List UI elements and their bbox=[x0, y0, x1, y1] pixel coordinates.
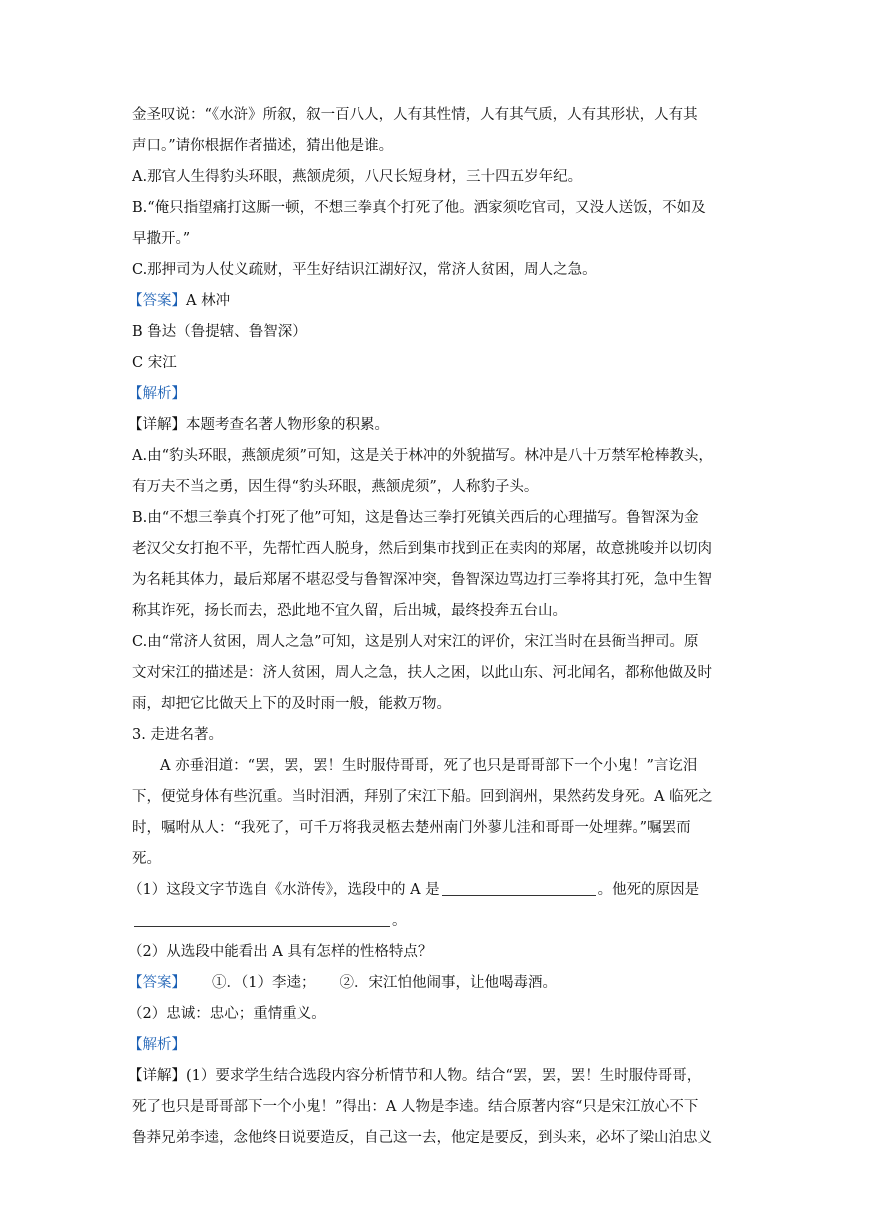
q2-answer-a-line bbox=[128, 291, 230, 311]
explain-b-line2: 老汉父女打抱不平，先帮忙西人脱身，然后到集市找到正在卖肉的郑屠，故意挑唆并以切肉 bbox=[132, 541, 712, 557]
explain-c-line3: 雨，却把它比做天上下的及时雨一般，能救万物。 bbox=[132, 696, 451, 712]
explain-b-line1: B.由“不想三拳真个打死了他”可知，这是鲁达三拳打死镇关西后的心理描写。鲁智深为金 bbox=[132, 510, 699, 526]
q3-answer-3: （2）忠诚：忠心；重情重义。 bbox=[128, 1006, 326, 1022]
answer-c: C 宋江 bbox=[132, 355, 177, 371]
explain-c-line1: C.由“常济人贫困，周人之急”可知，这是别人对宋江的评价，宋江当时在县衙当押司。原 bbox=[132, 634, 699, 650]
q2-detail-intro bbox=[128, 415, 389, 435]
q3-detail-line1 bbox=[128, 1066, 701, 1086]
detail-intro-text: 本题考查名著人物形象的积累。 bbox=[186, 417, 389, 433]
answer-tag: 【答案】 bbox=[128, 293, 186, 309]
analysis-tag: 【解析】 bbox=[128, 386, 186, 402]
q3-answer-tag: 【答案】 bbox=[128, 975, 186, 991]
sub1-prefix: （1）这段文字节选自《水浒传》，选段中的 A 是 bbox=[128, 882, 440, 898]
answer-b: B 鲁达（鲁提辖、鲁智深） bbox=[132, 324, 307, 340]
explain-c-line2: 文对宋江的描述是：济人贫困，周人之急，扶人之困，以此山东、河北闻名，都称他做及时 bbox=[132, 665, 712, 681]
explain-b-line4: 称其诈死，扬长而去，恐此地不宜久留，后出城，最终投奔五台山。 bbox=[132, 603, 567, 619]
answer-blank-a[interactable] bbox=[442, 881, 596, 896]
answer-blank-reason[interactable] bbox=[134, 912, 390, 927]
q3-sub2: （2）从选段中能看出 A 具有怎样的性格特点？ bbox=[128, 944, 433, 960]
q3-answer-2: ②．宋江怕他闹事，让他喝毒酒。 bbox=[339, 975, 557, 991]
q3-title: 3. 走进名著。 bbox=[132, 727, 223, 743]
q2-option-b-line2: 早撒开。” bbox=[132, 231, 191, 247]
q3-sub1-line2 bbox=[132, 911, 407, 931]
q2-option-b-line1: B.“俺只指望痛打这厮一顿，不想三拳真个打死了他。洒家须吃官司，又没人送饭，不如及 bbox=[132, 200, 706, 216]
explain-a-line1: A.由“豹头环眼，燕颔虎须”可知，这是关于林冲的外貌描写。林冲是八十万禁军枪棒教头， bbox=[132, 448, 713, 464]
q2-option-c: C.那押司为人仗义疏财，平生好结识江湖好汉，常济人贫困，周人之急。 bbox=[132, 262, 597, 278]
q3-passage-line3: 时，嘱咐从人：“我死了，可千万将我灵柩去楚州南门外蓼儿洼和哥哥一处埋葬。”嘱罢而 bbox=[132, 820, 691, 836]
q3-passage-line1: A 亦垂泪道：“罢，罢，罢！生时服侍哥哥，死了也只是哥哥部下一个小鬼！”言讫泪 bbox=[160, 758, 698, 774]
answer-a: A 林冲 bbox=[186, 293, 231, 309]
explain-a-line2: 有万夫不当之勇，因生得“豹头环眼，燕颔虎须”，人称豹子头。 bbox=[132, 479, 539, 495]
q2-option-a: A.那官人生得豹头环眼，燕颔虎须，八尺长短身材，三十四五岁年纪。 bbox=[132, 169, 583, 185]
q2-stem-line2: 声口。”请你根据作者描述，猜出他是谁。 bbox=[132, 138, 394, 154]
q3-detail-line3: 鲁莽兄弟李逵，念他终日说要造反，自己这一去，他定是要反，到头来，必坏了梁山泊忠义 bbox=[132, 1130, 712, 1146]
sub1-middle: 。他死的原因是 bbox=[597, 882, 700, 898]
explain-b-line3: 为名耗其体力，最后郑屠不堪忍受与鲁智深冲突，鲁智深边骂边打三拳将其打死，急中生智 bbox=[132, 572, 712, 588]
q3-analysis-tag: 【解析】 bbox=[128, 1037, 186, 1053]
q3-answer-line bbox=[128, 973, 557, 993]
q3-answer-1: ①．（1）李逵； bbox=[212, 975, 316, 991]
q3-passage-line4: 死。 bbox=[132, 851, 161, 867]
q2-stem-line1: 金圣叹说：“《水浒》所叙，叙一百八人，人有其性情，人有其气质，人有其形状，人有其 bbox=[132, 107, 698, 123]
sub1-end: 。 bbox=[392, 913, 407, 929]
q3-detail-text1: (1）要求学生结合选段内容分析情节和人物。结合“罢，罢，罢！生时服侍哥哥， bbox=[186, 1068, 702, 1084]
q3-sub1-line bbox=[128, 880, 699, 900]
q3-passage-line2: 下，便觉身体有些沉重。当时泪洒，拜别了宋江下船。回到润州，果然药发身死。A 临死之 bbox=[132, 789, 713, 805]
q3-detail-tag: 【详解】 bbox=[128, 1068, 186, 1084]
detail-tag: 【详解】 bbox=[128, 417, 186, 433]
q3-detail-line2: 死了也只是哥哥部下一个小鬼！”得出：A 人物是李逵。结合原著内容“只是宋江放心不下 bbox=[132, 1099, 699, 1115]
